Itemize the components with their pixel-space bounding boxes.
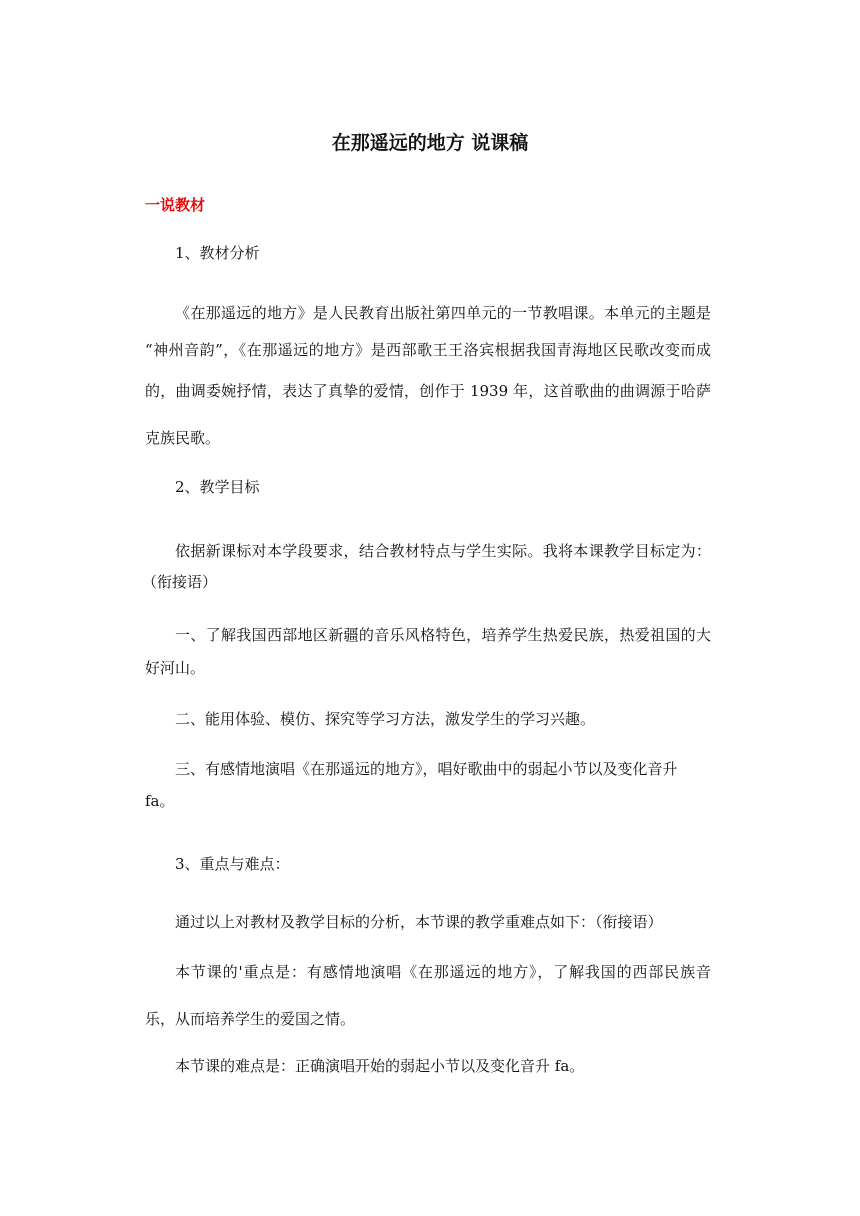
paragraph-line: 乐，从而培养学生的爱国之情。: [145, 1010, 356, 1028]
paragraph-line: 《在那遥远的地方》是人民教育出版社第四单元的一节教唱课。本单元的主题是: [175, 304, 711, 322]
page-title: 在那遥远的地方 说课稿: [331, 132, 529, 154]
goal-item: 一、了解我国西部地区新疆的音乐风格特色，培养学生热爱民族，热爱祖国的大: [175, 626, 711, 644]
paragraph-line: 依据新课标对本学段要求，结合教材特点与学生实际。我将本课教学目标定为：: [175, 542, 711, 560]
subheading-key-points: 3、重点与难点：: [175, 855, 290, 873]
paragraph-line: 本节课的难点是：正确演唱开始的弱起小节以及变化音升 fa。: [175, 1057, 585, 1075]
paragraph-line: （衔接语）: [142, 573, 218, 591]
goal-item: 二、能用体验、模仿、探究等学习方法，激发学生的学习兴趣。: [175, 710, 596, 728]
paragraph-line: 克族民歌。: [145, 429, 221, 447]
subheading-teaching-goals: 2、教学目标: [175, 478, 260, 496]
goal-item: 好河山。: [145, 659, 206, 677]
section-heading-textbook: 一说教材: [145, 196, 206, 214]
subheading-textbook-analysis: 1、教材分析: [175, 244, 260, 262]
paragraph-line: 通过以上对教材及教学目标的分析，本节课的教学重难点如下：（衔接语）: [175, 913, 663, 931]
paragraph-line: “神州音韵”，《在那遥远的地方》是西部歌王王洛宾根据我国青海地区民歌改变而成: [145, 341, 711, 359]
goal-item: 三、有感情地演唱《在那遥远的地方》，唱好歌曲中的弱起小节以及变化音升: [175, 760, 678, 778]
goal-item: fa。: [145, 792, 175, 810]
paragraph-line: 本节课的'重点是：有感情地演唱《在那遥远的地方》，了解我国的西部民族音: [175, 963, 711, 981]
paragraph-line: 的，曲调委婉抒情，表达了真挚的爱情，创作于 1939 年，这首歌曲的曲调源于哈萨: [145, 382, 711, 400]
